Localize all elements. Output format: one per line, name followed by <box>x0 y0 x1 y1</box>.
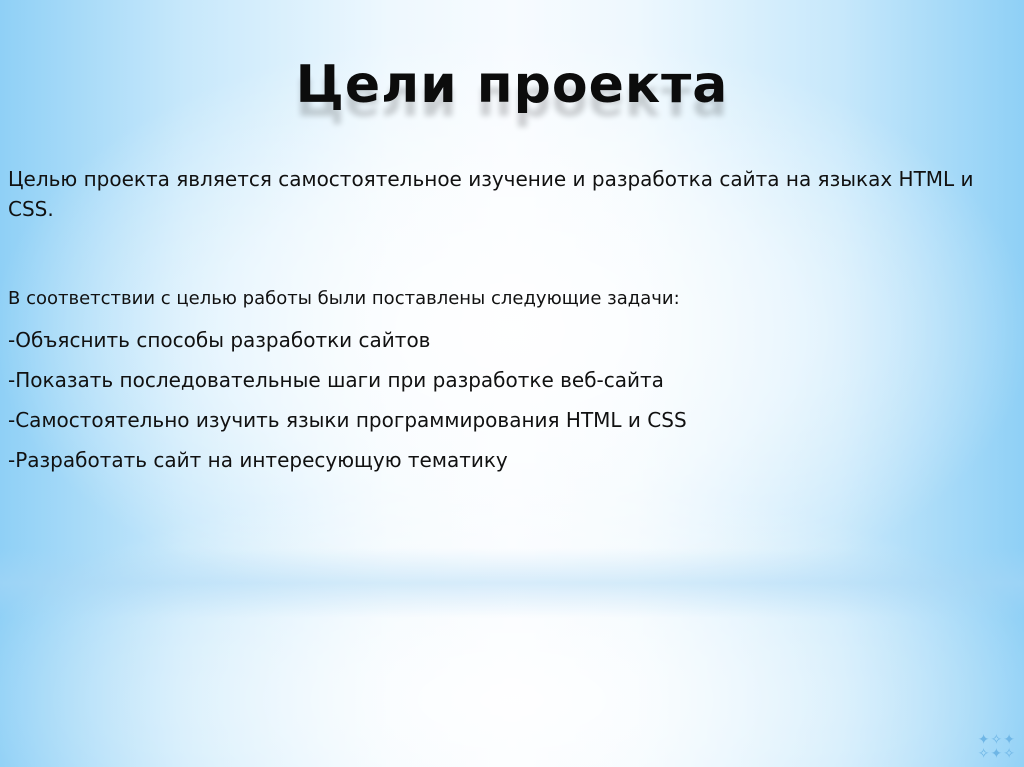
tasks-heading: В соответствии с целью работы были поставлены следующие задачи: <box>8 288 680 309</box>
task-item: -Разработать сайт на интересующую тематику <box>8 448 508 472</box>
slide-content <box>8 164 1008 480</box>
slide-title: Цели проекта <box>295 54 729 115</box>
sparkle-icon: ✦✧✦ ✧✦✧ <box>977 732 1016 762</box>
task-list <box>8 320 1008 480</box>
project-goal-text: Целью проекта является самостоятельное изучение и разработка сайта на языках HTML и CSS. <box>8 167 974 221</box>
task-item: -Объяснить способы разработки сайтов <box>8 328 431 352</box>
background-band <box>0 548 1024 618</box>
task-item: -Самостоятельно изучить языки программирования HTML и CSS <box>8 408 687 432</box>
task-item: -Показать последовательные шаги при разработке веб-сайта <box>8 368 664 392</box>
